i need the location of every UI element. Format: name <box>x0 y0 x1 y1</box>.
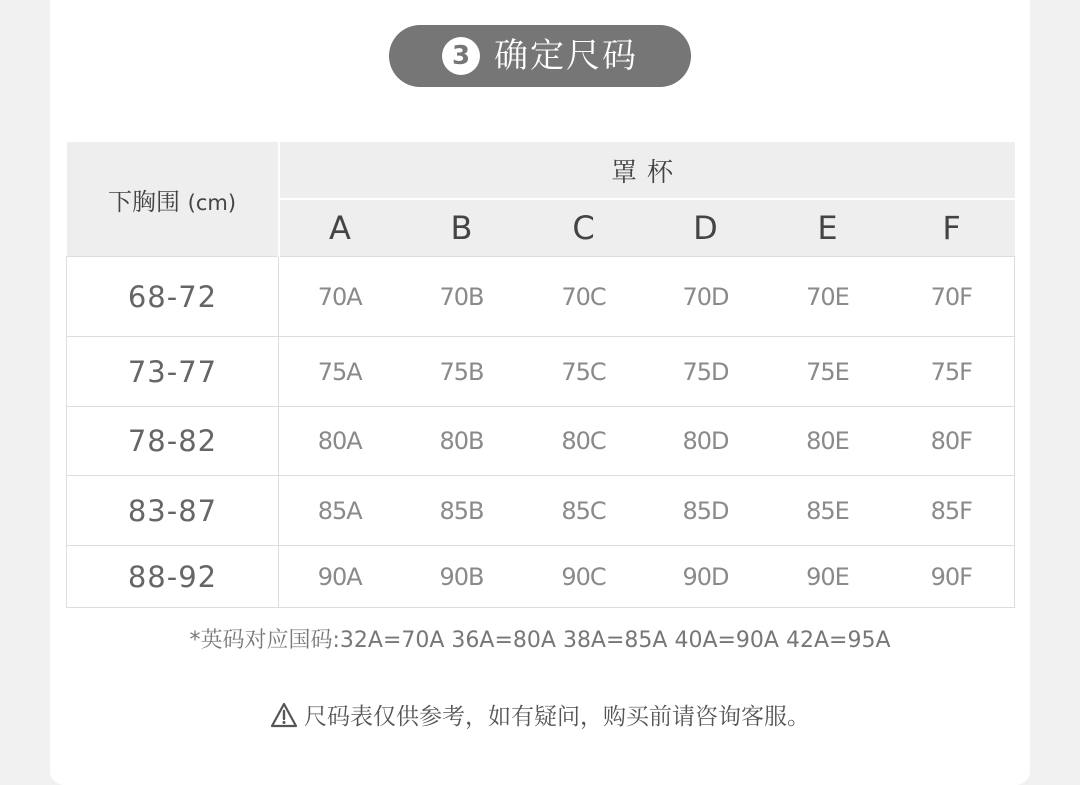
size-cell: 80D <box>645 407 767 476</box>
cup-size-header: 罩杯 <box>279 142 1015 199</box>
disclaimer-text: 尺码表仅供参考，如有疑问，购买前请咨询客服。 <box>304 704 810 730</box>
size-cell: 70A <box>279 257 401 337</box>
size-cell: 80B <box>401 407 523 476</box>
cup-letter-header: F <box>889 199 1015 257</box>
band-range-cell: 83-87 <box>67 476 279 546</box>
band-size-header-unit: (cm) <box>187 190 237 215</box>
size-cell: 85B <box>401 476 523 546</box>
table-row <box>67 257 1015 337</box>
size-cell: 70D <box>645 257 767 337</box>
band-range-cell: 73-77 <box>67 337 279 407</box>
table-row <box>67 476 1015 546</box>
size-cell: 70B <box>401 257 523 337</box>
size-cell: 80A <box>279 407 401 476</box>
size-cell: 90B <box>401 546 523 608</box>
band-size-header-label: 下胸围 <box>107 187 180 216</box>
size-cell: 90E <box>767 546 889 608</box>
band-size-header <box>67 142 279 257</box>
size-chart-table <box>66 142 1015 608</box>
size-cell: 70E <box>767 257 889 337</box>
size-cell: 70C <box>523 257 645 337</box>
cup-letter-header: E <box>767 199 889 257</box>
size-cell: 85C <box>523 476 645 546</box>
size-cell: 75B <box>401 337 523 407</box>
size-cell: 85A <box>279 476 401 546</box>
size-cell: 75A <box>279 337 401 407</box>
cup-letter-header: B <box>401 199 523 257</box>
cup-letter-header: D <box>645 199 767 257</box>
cup-letter-header: A <box>279 199 401 257</box>
warning-triangle-icon <box>270 702 298 728</box>
size-cell: 85F <box>889 476 1015 546</box>
size-cell: 85D <box>645 476 767 546</box>
size-cell: 75C <box>523 337 645 407</box>
table-row <box>67 546 1015 608</box>
size-cell: 70F <box>889 257 1015 337</box>
band-range-cell: 88-92 <box>67 546 279 608</box>
band-range-cell: 68-72 <box>67 257 279 337</box>
size-cell: 90F <box>889 546 1015 608</box>
size-conversion-note: *英码对应国码:32A=70A 36A=80A 38A=85A 40A=90A 42A=95A <box>189 628 891 653</box>
table-row <box>67 337 1015 407</box>
disclaimer <box>0 698 1080 731</box>
step-title: 确定尺码 <box>494 36 638 76</box>
size-cell: 80F <box>889 407 1015 476</box>
size-cell: 75E <box>767 337 889 407</box>
size-cell: 75D <box>645 337 767 407</box>
step-banner <box>389 25 691 87</box>
cup-letter-header: C <box>523 199 645 257</box>
step-number-badge: 3 <box>442 37 480 75</box>
band-range-cell: 78-82 <box>67 407 279 476</box>
size-cell: 85E <box>767 476 889 546</box>
table-row <box>67 407 1015 476</box>
size-cell: 90C <box>523 546 645 608</box>
size-cell: 90D <box>645 546 767 608</box>
size-cell: 80C <box>523 407 645 476</box>
size-chart-body <box>67 257 1015 608</box>
size-cell: 80E <box>767 407 889 476</box>
size-cell: 75F <box>889 337 1015 407</box>
size-cell: 90A <box>279 546 401 608</box>
